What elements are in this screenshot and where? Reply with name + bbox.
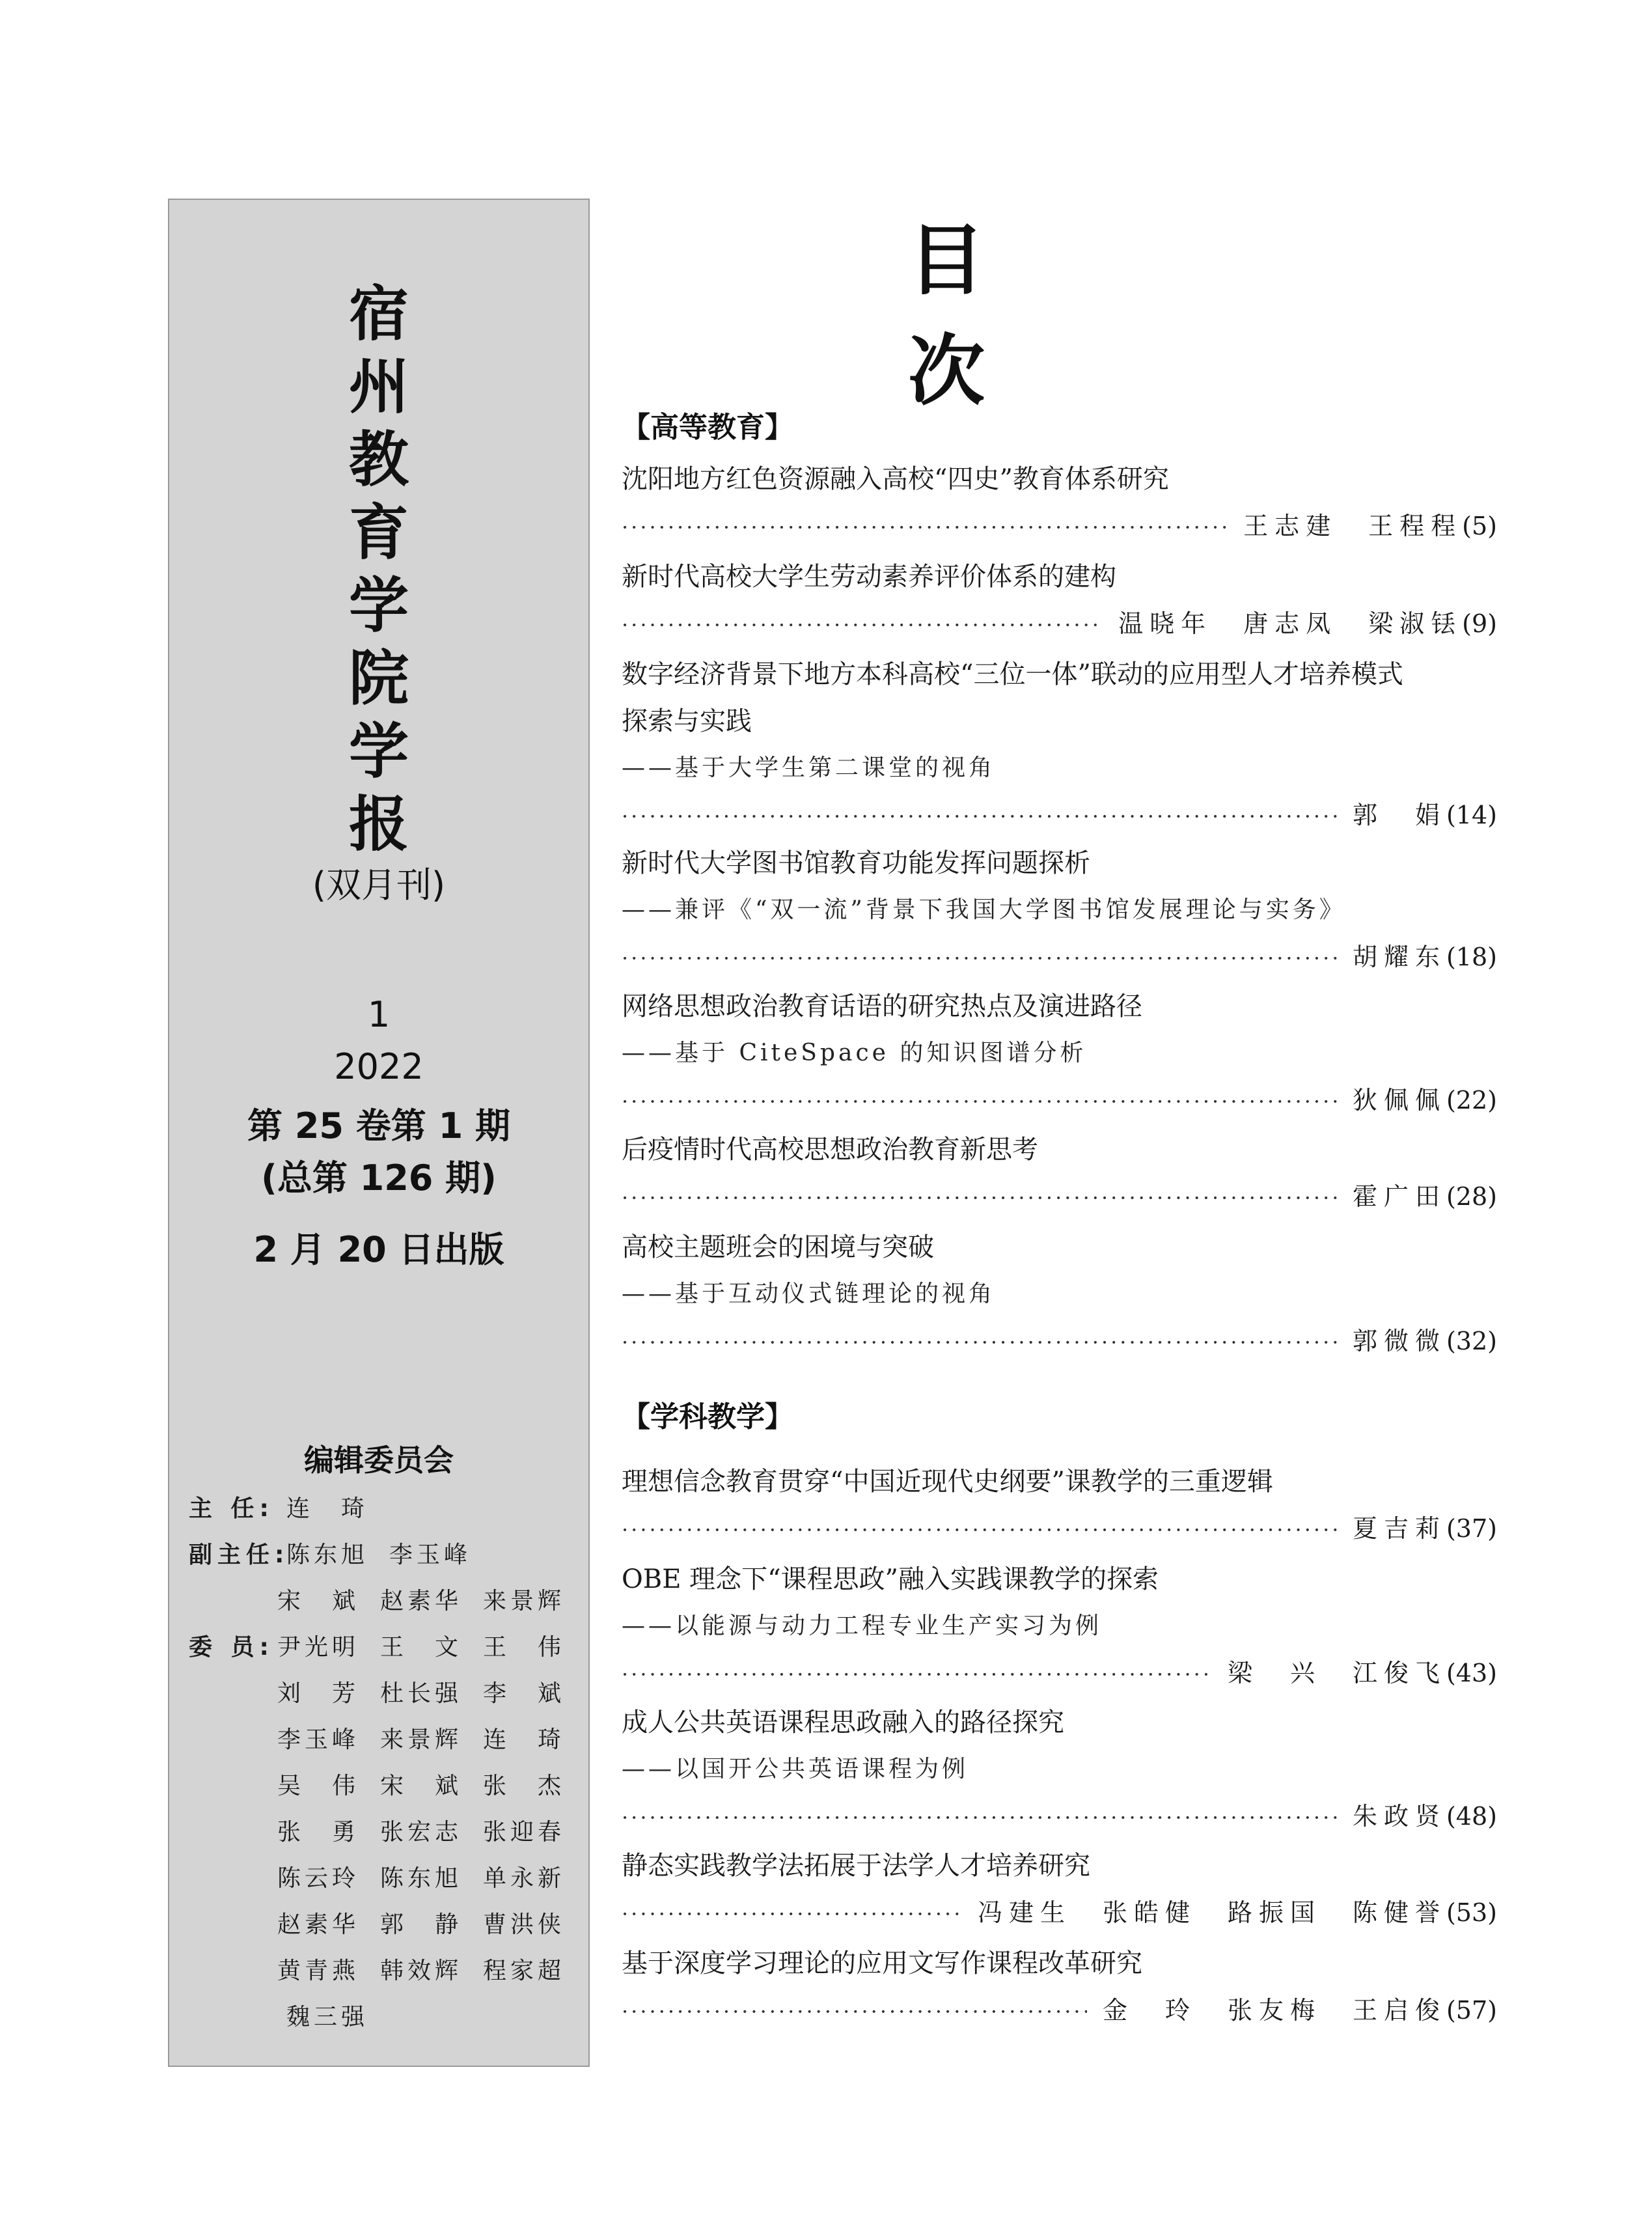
author-page-line [622, 1987, 1497, 2034]
page-number: (57) [1446, 1996, 1497, 2025]
journal-info-panel [168, 199, 590, 2067]
board-member-name: 宋 斌 [380, 1773, 463, 1799]
total-issue: (总第 126 期) [261, 1157, 497, 1198]
leader-dots [622, 793, 1337, 840]
board-names [277, 1809, 586, 1855]
article-subtitle: ——以能源与动力工程专业生产实习为例 [622, 1613, 1103, 1639]
leader-dots [622, 1319, 1337, 1366]
board-role [189, 1809, 277, 1855]
article-title: 沈阳地方红色资源融入高校“四史”教育体系研究 [622, 464, 1169, 494]
board-row [189, 1855, 586, 1902]
section-heading: 【高等教育】 [622, 411, 793, 444]
article-title: 后疫情时代高校思想政治教育新思考 [622, 1135, 1038, 1165]
publication-date: 2 月 20 日出版 [253, 1229, 504, 1270]
toc-entry[interactable] [622, 1556, 1497, 1696]
leader-dots [622, 935, 1337, 982]
article-authors: 温晓年 唐志凤 梁淑铥 [1118, 609, 1463, 638]
author-page-line [622, 1650, 1497, 1696]
board-names [277, 1670, 586, 1717]
article-title: 探索与实践 [622, 706, 752, 736]
board-names [277, 1948, 586, 1994]
leader-dots [622, 1890, 962, 1937]
toc-entry[interactable] [622, 983, 1497, 1124]
article-authors: 冯建生 张皓健 路振国 陈健誉 [977, 1898, 1446, 1927]
article-authors: 狄佩佩 [1352, 1086, 1446, 1114]
board-member-name: 李玉峰 [277, 1726, 360, 1753]
board-names [277, 1855, 586, 1902]
toc-entry[interactable] [622, 1458, 1497, 1552]
board-row [189, 1763, 586, 1809]
author-page-line [622, 1505, 1497, 1552]
publication-frequency: (双月刊) [312, 865, 446, 906]
board-member-name: 王 伟 [483, 1634, 566, 1661]
page-number: (18) [1446, 943, 1497, 971]
board-role [189, 1948, 277, 1994]
article-authors: 夏吉莉 [1352, 1514, 1446, 1543]
author-page-line [622, 1793, 1497, 1840]
article-authors: 朱政贤 [1352, 1802, 1446, 1831]
toc-entry[interactable] [622, 840, 1497, 980]
author-page-line [622, 1889, 1497, 1936]
leader-dots [622, 602, 1103, 648]
board-role [189, 1717, 277, 1763]
page-number: (53) [1446, 1898, 1497, 1927]
article-title: 基于深度学习理论的应用文写作课程改革研究 [622, 1948, 1142, 1978]
author-page-line [622, 934, 1497, 980]
board-member-name: 郭 静 [380, 1911, 463, 1938]
article-authors: 郭 娟 [1352, 801, 1446, 829]
board-names [277, 1763, 586, 1809]
board-member-name: 单永新 [483, 1865, 566, 1892]
board-member-name: 张 杰 [483, 1773, 566, 1799]
board-names [286, 1486, 389, 1532]
board-member-name: 黄青燕 [277, 1958, 360, 1984]
board-member-name: 尹光明 [277, 1634, 360, 1661]
board-member-name: 连 琦 [483, 1726, 566, 1753]
leader-dots [622, 1794, 1337, 1841]
article-title: 新时代高校大学生劳动素养评价体系的建构 [622, 562, 1116, 592]
article-title: 高校主题班会的困境与突破 [622, 1232, 934, 1262]
issue-year: 2022 [334, 1046, 424, 1087]
board-row [189, 1902, 586, 1948]
page-number: (28) [1446, 1182, 1497, 1211]
board-member-name: 张 勇 [277, 1819, 360, 1846]
board-member-name: 王 文 [380, 1634, 463, 1661]
author-page-line [622, 503, 1497, 549]
article-title: 静态实践教学法拓展于法学人才培养研究 [622, 1851, 1090, 1881]
section-heading: 【学科教学】 [622, 1400, 793, 1433]
author-page-line [622, 1077, 1497, 1124]
author-page-line [622, 600, 1497, 647]
board-member-name: 赵素华 [277, 1911, 360, 1938]
board-member-name: 韩效辉 [380, 1958, 463, 1984]
board-member-name: 刘 芳 [277, 1680, 360, 1707]
board-names [277, 1717, 586, 1763]
leader-dots [622, 504, 1228, 551]
board-row [189, 1670, 586, 1717]
toc-entry[interactable] [622, 651, 1497, 838]
article-authors: 梁 兴 江俊飞 [1227, 1659, 1446, 1687]
article-authors: 金 玲 张友梅 王启俊 [1102, 1996, 1446, 2025]
article-title: OBE 理念下“课程思政”融入实践课教学的探索 [622, 1564, 1159, 1594]
page-number: (5) [1462, 512, 1497, 540]
leader-dots [622, 1506, 1337, 1553]
board-names [286, 1994, 389, 2040]
board-role: 主 任: [189, 1495, 274, 1522]
board-names [277, 1578, 586, 1624]
toc-entry[interactable] [622, 553, 1497, 647]
board-names [277, 1624, 586, 1670]
board-member-name: 曹洪侠 [483, 1911, 566, 1938]
board-member-name: 来景辉 [483, 1588, 566, 1614]
board-member-name: 杜长强 [380, 1680, 463, 1707]
board-row [189, 1532, 586, 1578]
board-member-name: 陈东旭 [380, 1865, 463, 1892]
article-authors: 王志建 王程程 [1243, 512, 1463, 540]
toc-entry[interactable] [622, 1126, 1497, 1220]
editorial-board-title: 编辑委员会 [304, 1443, 454, 1478]
leader-dots [622, 1651, 1212, 1698]
board-member-name: 宋 斌 [277, 1588, 360, 1614]
page-number: (48) [1446, 1802, 1497, 1831]
board-row [189, 1717, 586, 1763]
board-row [189, 1809, 586, 1855]
board-member-name: 张迎春 [483, 1819, 566, 1846]
issue-number: 1 [367, 994, 391, 1035]
board-names [286, 1532, 492, 1578]
board-member-name: 魏三强 [286, 2004, 369, 2030]
article-authors: 胡耀东 [1352, 943, 1446, 971]
board-role [189, 1670, 277, 1717]
page-number: (32) [1446, 1327, 1497, 1355]
article-title: 数字经济背景下地方本科高校“三位一体”联动的应用型人才培养模式 [622, 659, 1403, 689]
editorial-board-list [189, 1486, 586, 2040]
board-member-name: 李玉峰 [389, 1542, 472, 1568]
author-page-line [622, 1318, 1497, 1364]
board-member-name: 李 斌 [483, 1680, 566, 1707]
article-subtitle: ——基于互动仪式链理论的视角 [622, 1281, 996, 1307]
article-title: 新时代大学图书馆教育功能发挥问题探析 [622, 848, 1090, 878]
board-member-name: 陈云玲 [277, 1865, 360, 1892]
board-row [189, 1624, 586, 1670]
board-role [189, 1578, 277, 1624]
page-number: (37) [1446, 1514, 1497, 1543]
leader-dots [622, 1988, 1087, 2035]
board-member-name: 张宏志 [380, 1819, 463, 1846]
board-role [189, 1994, 286, 2040]
article-authors: 郭微微 [1352, 1327, 1446, 1355]
article-subtitle: ——基于 CiteSpace 的知识图谱分析 [622, 1040, 1087, 1066]
author-page-line [622, 1173, 1497, 1220]
article-title: 网络思想政治教育话语的研究热点及演进路径 [622, 991, 1142, 1021]
board-role: 委 员: [189, 1634, 274, 1661]
article-subtitle: ——以国开公共英语课程为例 [622, 1756, 969, 1782]
board-member-name: 程家超 [483, 1958, 566, 1984]
leader-dots [622, 1174, 1337, 1221]
article-subtitle: ——兼评《“双一流”背景下我国大学图书馆发展理论与实务》 [622, 896, 1346, 923]
board-member-name: 吴 伟 [277, 1773, 360, 1799]
volume-issue: 第 25 卷第 1 期 [247, 1105, 510, 1146]
board-row [189, 1578, 586, 1624]
article-subtitle: ——基于大学生第二课堂的视角 [622, 755, 996, 781]
journal-title: 宿 州 教 育 学 院 学 报 [348, 279, 409, 859]
toc-entry[interactable] [622, 456, 1497, 549]
board-member-name: 连 琦 [286, 1495, 369, 1522]
page-number: (43) [1446, 1659, 1497, 1687]
board-role [189, 1763, 277, 1809]
board-member-name: 来景辉 [380, 1726, 463, 1753]
board-role [189, 1902, 277, 1948]
board-member-name: 赵素华 [380, 1588, 463, 1614]
article-authors: 霍广田 [1352, 1182, 1446, 1211]
page-number: (14) [1446, 801, 1497, 829]
board-row [189, 1486, 586, 1532]
page-number: (9) [1462, 609, 1497, 638]
leader-dots [622, 1078, 1337, 1125]
board-role: 副主任: [189, 1542, 290, 1568]
board-member-name: 陈东旭 [286, 1542, 369, 1568]
board-names [277, 1902, 586, 1948]
toc-entry[interactable] [622, 1940, 1497, 2034]
article-title: 成人公共英语课程思政融入的路径探究 [622, 1708, 1064, 1738]
toc-entry[interactable] [622, 1224, 1497, 1364]
toc-title: 目次 [908, 215, 1116, 416]
page-number: (22) [1446, 1086, 1497, 1114]
article-title: 理想信念教育贯穿“中国近现代史纲要”课教学的三重逻辑 [622, 1467, 1273, 1497]
author-page-line [622, 792, 1497, 838]
toc-entry[interactable] [622, 1842, 1497, 1936]
toc-entry[interactable] [622, 1699, 1497, 1840]
board-row [189, 1994, 586, 2040]
board-row [189, 1948, 586, 1994]
board-role [189, 1855, 277, 1902]
